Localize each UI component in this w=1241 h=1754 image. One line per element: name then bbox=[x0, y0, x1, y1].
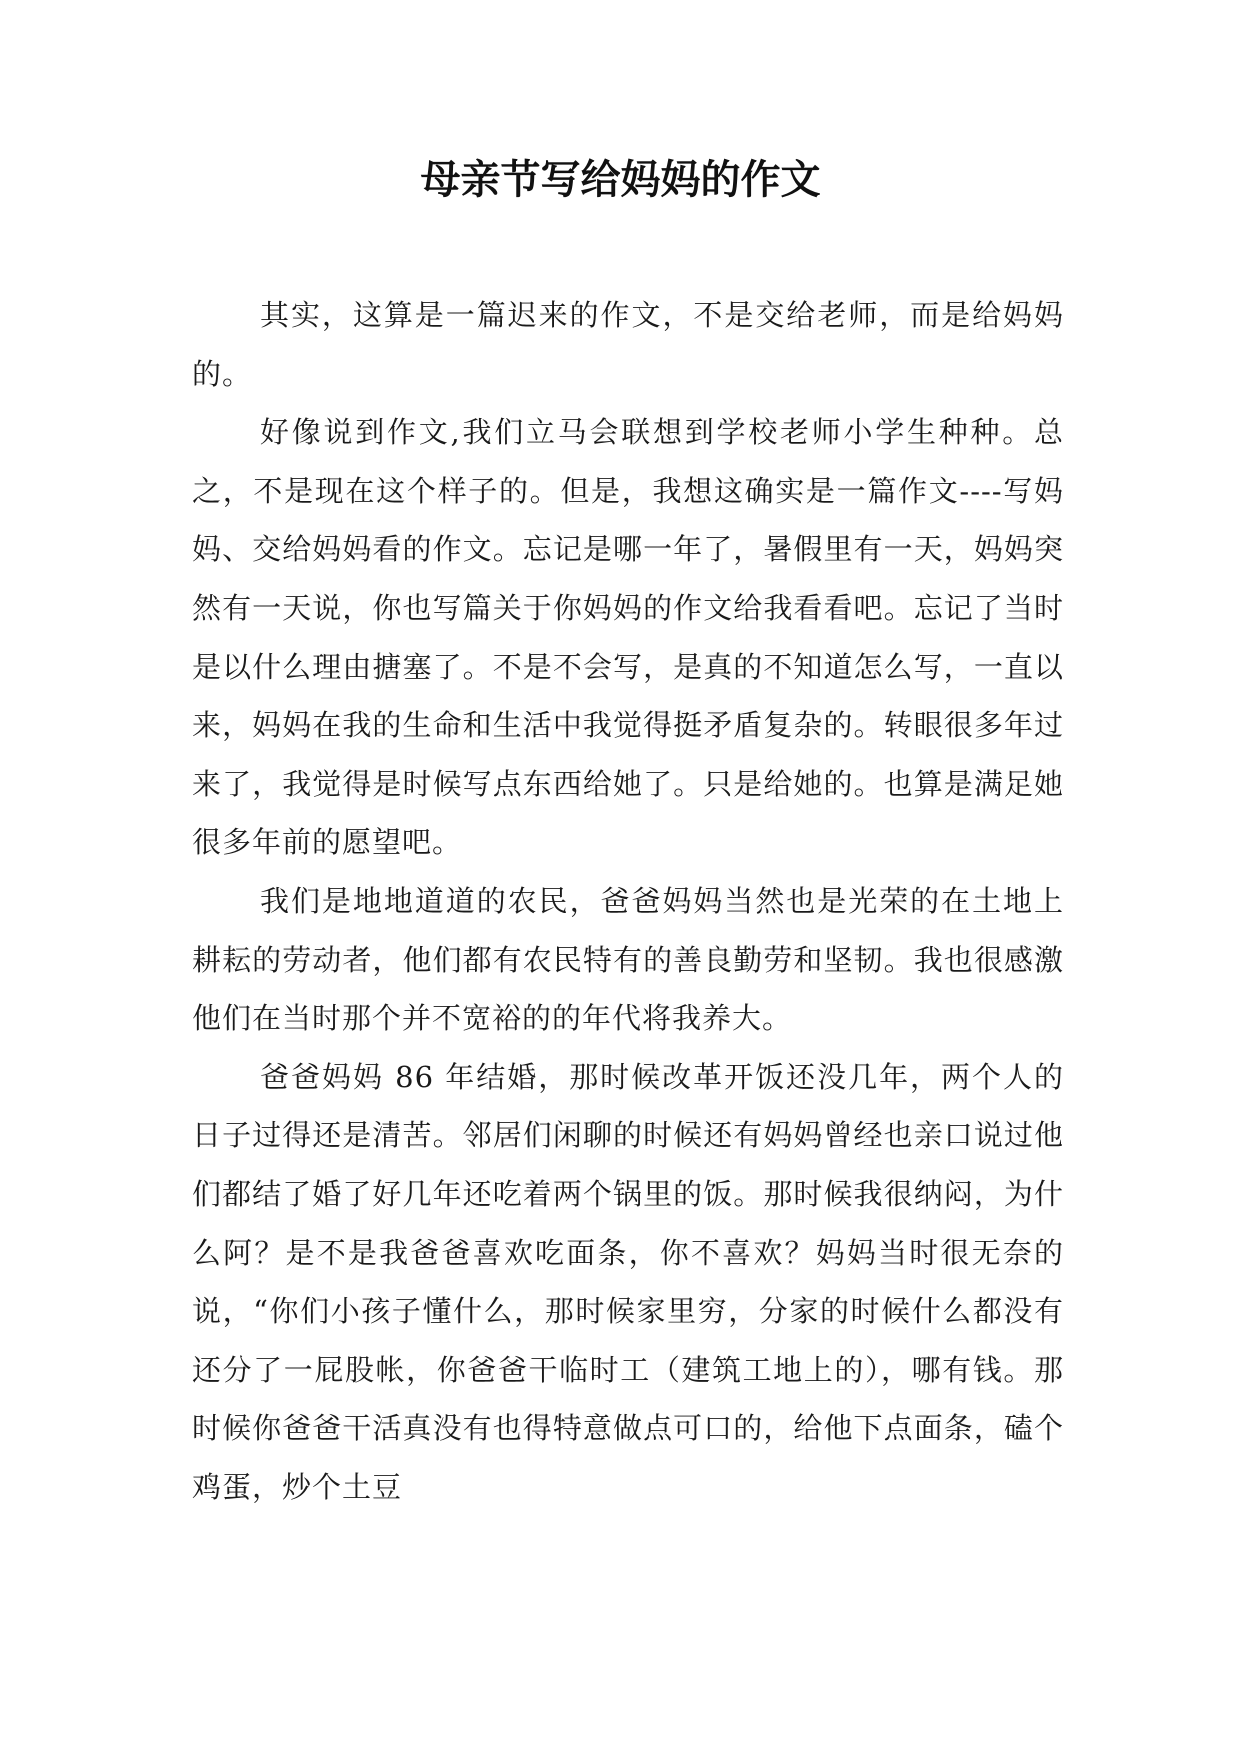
paragraph: 好像说到作文,我们立马会联想到学校老师小学生种种。总之，不是现在这个样子的。但是，我想这确实是一篇作文----写妈妈、交给妈妈看的作文。忘记是哪一年了，暑假里有一天，妈妈突然有一天说，你也写篇关于你妈妈的作文给我看看吧。忘记了当时是以什么理由搪塞了。不是不会写，是真的不知道怎么写，一直以来，妈妈在我的生命和生活中我觉得挺矛盾复杂的。转眼很多年过来了，我觉得是时候写点东西给她了。只是给她的。也算是满足她很多年前的愿望吧。 bbox=[192, 415, 1064, 860]
document-title: 母亲节写给妈妈的作文 bbox=[420, 156, 821, 203]
paragraph: 我们是地地道道的农民，爸爸妈妈当然也是光荣的在土地上耕耘的劳动者，他们都有农民特有的善良勤劳和坚韧。我也很感激他们在当时那个并不宽裕的的年代将我养大。 bbox=[192, 883, 1064, 1036]
document-body bbox=[192, 286, 1064, 1516]
paragraph: 其实，这算是一篇迟来的作文，不是交给老师，而是给妈妈的。 bbox=[192, 298, 1064, 391]
paragraph: 爸爸妈妈 86 年结婚，那时候改革开饭还没几年，两个人的日子过得还是清苦。邻居们闲聊的时候还有妈妈曾经也亲口说过他们都结了婚了好几年还吃着两个锅里的饭。那时候我很纳闷，为什么阿？是不是我爸爸喜欢吃面条，你不喜欢？妈妈当时很无奈的说，“你们小孩子懂什么，那时候家里穷，分家的时候什么都没有还分了一屁股帐，你爸爸干临时工（建筑工地上的），哪有钱。那时候你爸爸干活真没有也得特意做点可口的，给他下点面条，磕个鸡蛋，炒个土豆 bbox=[192, 1059, 1064, 1504]
